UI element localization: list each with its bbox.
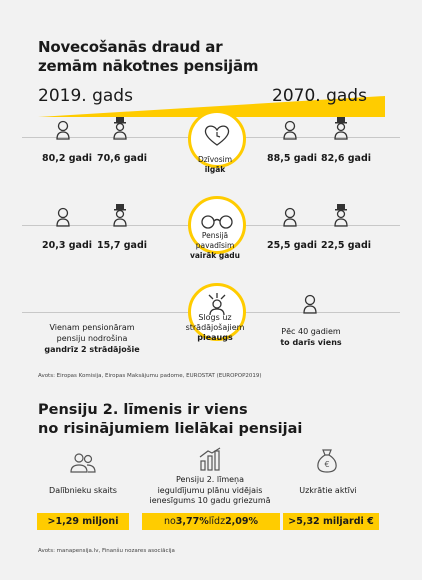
person-icon [302, 294, 318, 314]
circle3-caption-line3: pieaugs [197, 333, 233, 342]
woman-icon [282, 120, 298, 140]
age-2019-men-retirement: 15,7 gadi [97, 240, 148, 251]
man-top-hat-icon [333, 204, 349, 227]
stat2-label [146, 475, 274, 507]
year-2019-label: 2019. gads [38, 86, 133, 106]
right-burden-text [268, 326, 354, 348]
section2-title [38, 401, 302, 439]
circle3-caption [176, 313, 254, 343]
bar-chart-icon [198, 447, 224, 471]
stat2-value: no 3,77% līdz 2,09% [142, 513, 280, 530]
left-burden-text [28, 322, 156, 355]
circle1-caption-line1: Dzīvosim [197, 155, 233, 164]
section2-title-line2: no risinājumiem lielākai pensijai [38, 421, 303, 437]
age-2070-men-lifespan: 82,6 gadi [321, 153, 372, 164]
people-icon [69, 452, 97, 474]
circle1-caption-line2: ilgāk [204, 165, 226, 174]
stat2-label-line3: ienesīgums 10 gadu griezumā [149, 496, 271, 505]
stat1-value: >1,29 miljoni [37, 513, 129, 530]
section2-title-line1: Pensiju 2. līmenis ir viens [38, 402, 248, 418]
circle2-caption [178, 231, 252, 261]
man-top-hat-icon [112, 204, 128, 227]
woman-icon [282, 207, 298, 227]
left-burden-line1: Vienam pensionāram [49, 323, 135, 332]
right-burden-line2: to darīs viens [280, 338, 342, 347]
age-2070-men-retirement: 22,5 gadi [321, 240, 372, 251]
heart-clock-icon [203, 123, 231, 147]
circle2-caption-line3: vairāk gadu [189, 251, 241, 260]
age-2070-women-lifespan: 88,5 gadi [267, 153, 318, 164]
stat3-value: >5,32 miljardi € [283, 513, 379, 530]
woman-icon [55, 120, 71, 140]
man-top-hat-icon [112, 117, 128, 140]
woman-icon [55, 207, 71, 227]
stat3-label: Uzkrātie aktīvi [299, 486, 357, 495]
right-burden-line1: Pēc 40 gadiem [281, 327, 341, 336]
glasses-icon [200, 213, 234, 229]
section1-source: Avots: Eiropas Komisija, Eiropas Maksājumu padome, EUROSTAT (EUROPOP2019) [38, 373, 262, 379]
section1-title [38, 38, 258, 76]
left-burden-line2: pensiju nodrošina [56, 334, 128, 343]
man-top-hat-icon [333, 117, 349, 140]
circle3-caption-line2: strādājošajiem [185, 323, 245, 332]
age-2019-men-lifespan: 70,6 gadi [97, 153, 148, 164]
stat2-label-line1: Pensiju 2. līmeņa [175, 475, 245, 484]
svg-text:€: € [324, 460, 330, 469]
stat2-label-line2: ieguldījumu plānu vidējais [157, 485, 263, 495]
section1-title-line1: Novecošanās draud ar [38, 38, 223, 56]
year-2070-label: 2070. gads [272, 86, 367, 106]
section1-title-line2: zemām nākotnes pensijām [38, 57, 259, 75]
circle3-caption-line1: Slogs uz [198, 313, 232, 322]
circle2-caption-line1: Pensijā [201, 231, 229, 240]
left-burden-line3: gandrīz 2 strādājošie [44, 345, 140, 354]
stat1-label: Dalībnieku skaits [49, 486, 117, 495]
age-2019-women-retirement: 20,3 gadi [42, 240, 93, 251]
money-bag-icon [315, 448, 339, 474]
section2-source: Avots: manapensija.lv, Finanšu nozares asociācija [38, 548, 175, 554]
age-2070-women-retirement: 25,5 gadi [267, 240, 318, 251]
circle2-caption-line2: pavadīsim [195, 241, 235, 250]
circle1-caption [180, 155, 250, 175]
age-2019-women-lifespan: 80,2 gadi [42, 153, 93, 164]
